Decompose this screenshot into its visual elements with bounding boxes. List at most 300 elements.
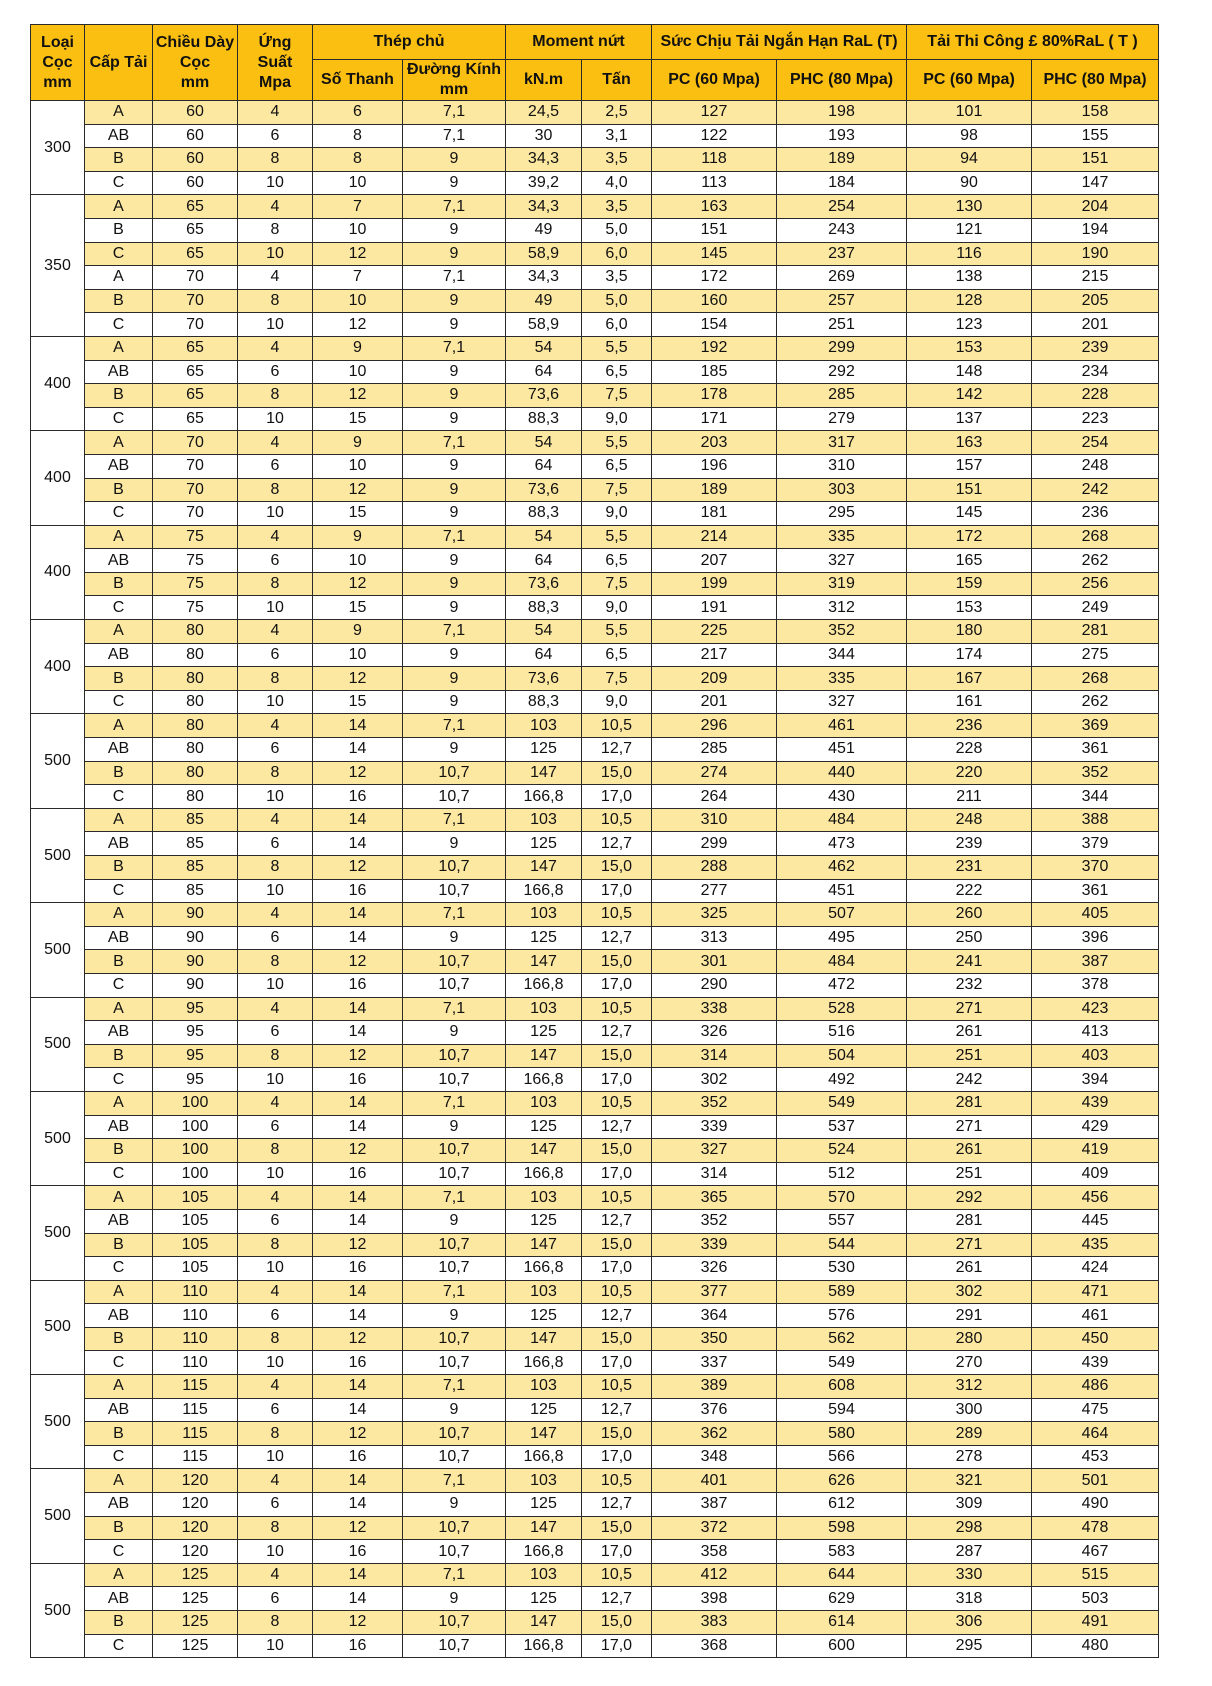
- table-row: [31, 997, 1159, 1021]
- cell-phc-thicong: 248: [1032, 454, 1159, 478]
- cell-phc-thicong: 429: [1032, 1115, 1159, 1139]
- cell-pc-ral: 358: [652, 1540, 777, 1564]
- table-row: [31, 950, 1159, 974]
- cell-moment-knm: 147: [506, 761, 582, 785]
- cell-pc-ral: 113: [652, 171, 777, 195]
- cell-phc-thicong: 215: [1032, 266, 1159, 290]
- table-row: [31, 1516, 1159, 1540]
- cell-pc-thicong: 251: [907, 1044, 1032, 1068]
- cell-duong-kinh: 7,1: [403, 1563, 506, 1587]
- cell-moment-tan: 9,0: [582, 407, 652, 431]
- cell-chieu-day: 120: [153, 1540, 238, 1564]
- cell-cap-tai: C: [85, 1634, 153, 1658]
- cell-duong-kinh: 7,1: [403, 808, 506, 832]
- cell-pc-thicong: 261: [907, 1257, 1032, 1281]
- cell-duong-kinh: 10,7: [403, 973, 506, 997]
- header-ung-suat: Ứng Suất Mpa: [238, 25, 313, 101]
- cell-loai-coc: 400: [31, 620, 85, 714]
- table-row: [31, 1044, 1159, 1068]
- cell-phc-thicong: 503: [1032, 1587, 1159, 1611]
- cell-so-thanh: 14: [313, 714, 403, 738]
- cell-duong-kinh: 7,1: [403, 101, 506, 125]
- cell-pc-ral: 199: [652, 572, 777, 596]
- cell-chieu-day: 80: [153, 667, 238, 691]
- table-row: [31, 242, 1159, 266]
- cell-phc-thicong: 194: [1032, 218, 1159, 242]
- cell-moment-tan: 7,5: [582, 572, 652, 596]
- pile-spec-table-wrapper: [30, 24, 1159, 1658]
- cell-chieu-day: 110: [153, 1280, 238, 1304]
- cell-duong-kinh: 9: [403, 572, 506, 596]
- cell-phc-thicong: 239: [1032, 336, 1159, 360]
- cell-so-thanh: 14: [313, 1493, 403, 1517]
- cell-phc-ral: 295: [777, 502, 907, 526]
- cell-chieu-day: 90: [153, 903, 238, 927]
- cell-chieu-day: 125: [153, 1563, 238, 1587]
- cell-ung-suat: 6: [238, 738, 313, 762]
- cell-pc-ral: 362: [652, 1422, 777, 1446]
- cell-phc-ral: 279: [777, 407, 907, 431]
- cell-moment-tan: 12,7: [582, 1398, 652, 1422]
- cell-moment-tan: 15,0: [582, 950, 652, 974]
- cell-cap-tai: B: [85, 761, 153, 785]
- cell-moment-tan: 12,7: [582, 1115, 652, 1139]
- table-row: [31, 643, 1159, 667]
- cell-pc-ral: 264: [652, 785, 777, 809]
- cell-phc-thicong: 344: [1032, 785, 1159, 809]
- cell-chieu-day: 120: [153, 1469, 238, 1493]
- cell-cap-tai: A: [85, 1186, 153, 1210]
- cell-phc-ral: 570: [777, 1186, 907, 1210]
- cell-so-thanh: 12: [313, 950, 403, 974]
- cell-pc-thicong: 90: [907, 171, 1032, 195]
- cell-phc-ral: 461: [777, 714, 907, 738]
- cell-pc-thicong: 251: [907, 1162, 1032, 1186]
- cell-so-thanh: 14: [313, 1587, 403, 1611]
- cell-so-thanh: 10: [313, 454, 403, 478]
- cell-cap-tai: C: [85, 973, 153, 997]
- cell-phc-thicong: 501: [1032, 1469, 1159, 1493]
- cell-pc-ral: 274: [652, 761, 777, 785]
- cell-pc-thicong: 281: [907, 1091, 1032, 1115]
- table-row: [31, 1209, 1159, 1233]
- cell-ung-suat: 4: [238, 903, 313, 927]
- cell-moment-knm: 103: [506, 808, 582, 832]
- cell-so-thanh: 6: [313, 101, 403, 125]
- cell-chieu-day: 80: [153, 643, 238, 667]
- cell-duong-kinh: 7,1: [403, 431, 506, 455]
- header-so-thanh: Số Thanh: [313, 60, 403, 101]
- cell-duong-kinh: 9: [403, 218, 506, 242]
- cell-moment-knm: 125: [506, 1493, 582, 1517]
- cell-phc-ral: 310: [777, 454, 907, 478]
- cell-ung-suat: 4: [238, 101, 313, 125]
- cell-chieu-day: 65: [153, 242, 238, 266]
- cell-phc-ral: 484: [777, 808, 907, 832]
- cell-moment-knm: 103: [506, 1563, 582, 1587]
- cell-ung-suat: 10: [238, 596, 313, 620]
- cell-moment-knm: 125: [506, 1398, 582, 1422]
- cell-so-thanh: 16: [313, 973, 403, 997]
- cell-cap-tai: C: [85, 502, 153, 526]
- cell-phc-ral: 600: [777, 1634, 907, 1658]
- cell-moment-tan: 15,0: [582, 1422, 652, 1446]
- cell-duong-kinh: 9: [403, 549, 506, 573]
- cell-moment-tan: 9,0: [582, 690, 652, 714]
- cell-moment-tan: 15,0: [582, 1139, 652, 1163]
- cell-duong-kinh: 7,1: [403, 997, 506, 1021]
- cell-cap-tai: C: [85, 1540, 153, 1564]
- cell-moment-tan: 12,7: [582, 1021, 652, 1045]
- cell-phc-thicong: 464: [1032, 1422, 1159, 1446]
- header-pc-ral: PC (60 Mpa): [652, 60, 777, 101]
- cell-cap-tai: A: [85, 808, 153, 832]
- cell-so-thanh: 15: [313, 596, 403, 620]
- table-row: [31, 384, 1159, 408]
- cell-duong-kinh: 7,1: [403, 1469, 506, 1493]
- cell-duong-kinh: 9: [403, 1493, 506, 1517]
- table-row: [31, 1139, 1159, 1163]
- cell-cap-tai: A: [85, 336, 153, 360]
- table-row: [31, 832, 1159, 856]
- cell-phc-ral: 580: [777, 1422, 907, 1446]
- cell-chieu-day: 70: [153, 454, 238, 478]
- cell-moment-tan: 10,5: [582, 714, 652, 738]
- cell-duong-kinh: 10,7: [403, 1327, 506, 1351]
- cell-so-thanh: 15: [313, 407, 403, 431]
- cell-pc-thicong: 300: [907, 1398, 1032, 1422]
- cell-moment-knm: 88,3: [506, 596, 582, 620]
- cell-duong-kinh: 9: [403, 384, 506, 408]
- cell-ung-suat: 10: [238, 1068, 313, 1092]
- table-row: [31, 714, 1159, 738]
- cell-phc-ral: 344: [777, 643, 907, 667]
- cell-cap-tai: C: [85, 1351, 153, 1375]
- cell-ung-suat: 4: [238, 266, 313, 290]
- cell-ung-suat: 4: [238, 336, 313, 360]
- cell-duong-kinh: 10,7: [403, 761, 506, 785]
- cell-so-thanh: 14: [313, 1115, 403, 1139]
- cell-duong-kinh: 9: [403, 502, 506, 526]
- cell-phc-ral: 492: [777, 1068, 907, 1092]
- cell-chieu-day: 85: [153, 856, 238, 880]
- cell-duong-kinh: 9: [403, 1587, 506, 1611]
- cell-pc-ral: 412: [652, 1563, 777, 1587]
- cell-chieu-day: 60: [153, 101, 238, 125]
- cell-phc-thicong: 378: [1032, 973, 1159, 997]
- cell-moment-knm: 54: [506, 620, 582, 644]
- cell-pc-thicong: 220: [907, 761, 1032, 785]
- cell-moment-tan: 5,5: [582, 431, 652, 455]
- cell-pc-thicong: 137: [907, 407, 1032, 431]
- cell-phc-thicong: 480: [1032, 1634, 1159, 1658]
- cell-phc-thicong: 491: [1032, 1611, 1159, 1635]
- cell-so-thanh: 9: [313, 336, 403, 360]
- cell-chieu-day: 65: [153, 336, 238, 360]
- cell-moment-tan: 15,0: [582, 1233, 652, 1257]
- cell-ung-suat: 10: [238, 1351, 313, 1375]
- cell-moment-tan: 2,5: [582, 101, 652, 125]
- table-row: [31, 478, 1159, 502]
- cell-cap-tai: AB: [85, 643, 153, 667]
- cell-chieu-day: 70: [153, 431, 238, 455]
- cell-duong-kinh: 10,7: [403, 1611, 506, 1635]
- table-row: [31, 148, 1159, 172]
- cell-pc-thicong: 138: [907, 266, 1032, 290]
- cell-ung-suat: 4: [238, 1375, 313, 1399]
- cell-phc-thicong: 387: [1032, 950, 1159, 974]
- table-row: [31, 360, 1159, 384]
- cell-so-thanh: 14: [313, 1304, 403, 1328]
- cell-phc-ral: 576: [777, 1304, 907, 1328]
- cell-cap-tai: A: [85, 620, 153, 644]
- table-row: [31, 218, 1159, 242]
- cell-moment-knm: 34,3: [506, 266, 582, 290]
- cell-moment-knm: 166,8: [506, 1445, 582, 1469]
- cell-so-thanh: 12: [313, 572, 403, 596]
- cell-ung-suat: 8: [238, 572, 313, 596]
- cell-pc-ral: 154: [652, 313, 777, 337]
- cell-moment-tan: 12,7: [582, 832, 652, 856]
- cell-phc-thicong: 471: [1032, 1280, 1159, 1304]
- cell-phc-thicong: 205: [1032, 289, 1159, 313]
- cell-phc-ral: 557: [777, 1209, 907, 1233]
- table-row: [31, 761, 1159, 785]
- cell-pc-thicong: 121: [907, 218, 1032, 242]
- cell-cap-tai: A: [85, 1091, 153, 1115]
- cell-chieu-day: 85: [153, 879, 238, 903]
- cell-ung-suat: 6: [238, 926, 313, 950]
- cell-so-thanh: 14: [313, 1469, 403, 1493]
- cell-moment-knm: 88,3: [506, 407, 582, 431]
- cell-pc-ral: 181: [652, 502, 777, 526]
- table-row: [31, 738, 1159, 762]
- cell-moment-knm: 88,3: [506, 502, 582, 526]
- cell-moment-tan: 17,0: [582, 1445, 652, 1469]
- cell-pc-thicong: 211: [907, 785, 1032, 809]
- table-row: [31, 1091, 1159, 1115]
- cell-duong-kinh: 9: [403, 360, 506, 384]
- cell-phc-thicong: 413: [1032, 1021, 1159, 1045]
- cell-pc-ral: 339: [652, 1233, 777, 1257]
- cell-moment-knm: 34,3: [506, 195, 582, 219]
- cell-ung-suat: 10: [238, 407, 313, 431]
- cell-so-thanh: 14: [313, 1091, 403, 1115]
- cell-cap-tai: B: [85, 1516, 153, 1540]
- cell-cap-tai: AB: [85, 1398, 153, 1422]
- cell-moment-tan: 5,0: [582, 218, 652, 242]
- cell-chieu-day: 125: [153, 1587, 238, 1611]
- table-row: [31, 336, 1159, 360]
- cell-pc-ral: 401: [652, 1469, 777, 1493]
- table-row: [31, 596, 1159, 620]
- cell-pc-ral: 301: [652, 950, 777, 974]
- cell-pc-thicong: 228: [907, 738, 1032, 762]
- cell-pc-ral: 203: [652, 431, 777, 455]
- cell-so-thanh: 8: [313, 124, 403, 148]
- cell-moment-tan: 10,5: [582, 1186, 652, 1210]
- cell-so-thanh: 14: [313, 738, 403, 762]
- header-duong-kinh: Đường Kính mm: [403, 60, 506, 101]
- table-row: [31, 1068, 1159, 1092]
- cell-so-thanh: 16: [313, 1540, 403, 1564]
- table-row: [31, 549, 1159, 573]
- cell-phc-thicong: 424: [1032, 1257, 1159, 1281]
- cell-so-thanh: 12: [313, 313, 403, 337]
- table-row: [31, 1634, 1159, 1658]
- cell-phc-ral: 257: [777, 289, 907, 313]
- cell-phc-thicong: 369: [1032, 714, 1159, 738]
- cell-chieu-day: 85: [153, 832, 238, 856]
- table-row: [31, 1304, 1159, 1328]
- cell-ung-suat: 6: [238, 832, 313, 856]
- cell-cap-tai: AB: [85, 1587, 153, 1611]
- cell-pc-ral: 196: [652, 454, 777, 478]
- table-row: [31, 808, 1159, 832]
- cell-pc-thicong: 287: [907, 1540, 1032, 1564]
- cell-so-thanh: 14: [313, 1280, 403, 1304]
- cell-phc-ral: 507: [777, 903, 907, 927]
- cell-phc-ral: 198: [777, 101, 907, 125]
- cell-cap-tai: AB: [85, 549, 153, 573]
- cell-moment-tan: 9,0: [582, 502, 652, 526]
- header-loai-coc: Loại Cọc mm: [31, 25, 85, 101]
- cell-pc-thicong: 292: [907, 1186, 1032, 1210]
- cell-phc-ral: 327: [777, 690, 907, 714]
- cell-so-thanh: 12: [313, 856, 403, 880]
- cell-phc-thicong: 403: [1032, 1044, 1159, 1068]
- cell-phc-thicong: 262: [1032, 690, 1159, 714]
- cell-pc-thicong: 151: [907, 478, 1032, 502]
- cell-pc-ral: 201: [652, 690, 777, 714]
- cell-ung-suat: 6: [238, 643, 313, 667]
- cell-chieu-day: 70: [153, 289, 238, 313]
- cell-pc-ral: 299: [652, 832, 777, 856]
- cell-cap-tai: A: [85, 714, 153, 738]
- cell-ung-suat: 10: [238, 879, 313, 903]
- cell-chieu-day: 100: [153, 1091, 238, 1115]
- cell-moment-tan: 5,5: [582, 525, 652, 549]
- pile-spec-table: [30, 24, 1159, 1658]
- table-row: [31, 502, 1159, 526]
- cell-phc-thicong: 223: [1032, 407, 1159, 431]
- cell-phc-ral: 598: [777, 1516, 907, 1540]
- cell-so-thanh: 10: [313, 289, 403, 313]
- cell-moment-knm: 125: [506, 1304, 582, 1328]
- cell-pc-thicong: 321: [907, 1469, 1032, 1493]
- cell-moment-tan: 6,5: [582, 549, 652, 573]
- cell-so-thanh: 16: [313, 785, 403, 809]
- cell-phc-ral: 495: [777, 926, 907, 950]
- cell-phc-ral: 285: [777, 384, 907, 408]
- cell-phc-thicong: 423: [1032, 997, 1159, 1021]
- cell-moment-knm: 166,8: [506, 1257, 582, 1281]
- cell-moment-knm: 166,8: [506, 1351, 582, 1375]
- table-row: [31, 1115, 1159, 1139]
- cell-ung-suat: 10: [238, 1634, 313, 1658]
- cell-pc-thicong: 231: [907, 856, 1032, 880]
- cell-phc-ral: 549: [777, 1091, 907, 1115]
- cell-loai-coc: 500: [31, 1563, 85, 1657]
- cell-so-thanh: 7: [313, 266, 403, 290]
- cell-moment-tan: 15,0: [582, 856, 652, 880]
- cell-pc-ral: 209: [652, 667, 777, 691]
- cell-pc-ral: 302: [652, 1068, 777, 1092]
- cell-pc-ral: 178: [652, 384, 777, 408]
- cell-duong-kinh: 7,1: [403, 714, 506, 738]
- cell-phc-thicong: 204: [1032, 195, 1159, 219]
- cell-moment-knm: 125: [506, 926, 582, 950]
- cell-duong-kinh: 9: [403, 1021, 506, 1045]
- cell-ung-suat: 4: [238, 525, 313, 549]
- cell-cap-tai: B: [85, 1233, 153, 1257]
- cell-so-thanh: 10: [313, 360, 403, 384]
- cell-cap-tai: A: [85, 1469, 153, 1493]
- cell-chieu-day: 115: [153, 1445, 238, 1469]
- cell-phc-ral: 335: [777, 667, 907, 691]
- cell-ung-suat: 4: [238, 195, 313, 219]
- cell-phc-thicong: 453: [1032, 1445, 1159, 1469]
- cell-pc-ral: 145: [652, 242, 777, 266]
- cell-duong-kinh: 10,7: [403, 1516, 506, 1540]
- cell-moment-tan: 7,5: [582, 384, 652, 408]
- cell-moment-tan: 15,0: [582, 1516, 652, 1540]
- cell-duong-kinh: 9: [403, 1115, 506, 1139]
- table-row: [31, 1233, 1159, 1257]
- cell-pc-ral: 383: [652, 1611, 777, 1635]
- cell-so-thanh: 12: [313, 667, 403, 691]
- cell-moment-tan: 7,5: [582, 478, 652, 502]
- cell-pc-ral: 122: [652, 124, 777, 148]
- cell-phc-thicong: 281: [1032, 620, 1159, 644]
- cell-phc-ral: 451: [777, 879, 907, 903]
- cell-moment-knm: 147: [506, 1516, 582, 1540]
- cell-moment-tan: 17,0: [582, 973, 652, 997]
- cell-phc-thicong: 475: [1032, 1398, 1159, 1422]
- cell-phc-thicong: 190: [1032, 242, 1159, 266]
- cell-moment-knm: 64: [506, 454, 582, 478]
- cell-moment-knm: 147: [506, 1611, 582, 1635]
- cell-so-thanh: 8: [313, 148, 403, 172]
- cell-cap-tai: B: [85, 148, 153, 172]
- cell-so-thanh: 12: [313, 1233, 403, 1257]
- cell-phc-ral: 562: [777, 1327, 907, 1351]
- cell-cap-tai: B: [85, 1611, 153, 1635]
- cell-chieu-day: 65: [153, 407, 238, 431]
- cell-moment-knm: 73,6: [506, 572, 582, 596]
- cell-chieu-day: 65: [153, 360, 238, 384]
- cell-pc-thicong: 271: [907, 1233, 1032, 1257]
- table-row: [31, 1021, 1159, 1045]
- table-row: [31, 1540, 1159, 1564]
- cell-ung-suat: 6: [238, 124, 313, 148]
- cell-cap-tai: B: [85, 384, 153, 408]
- cell-duong-kinh: 10,7: [403, 1422, 506, 1446]
- table-row: [31, 313, 1159, 337]
- cell-phc-thicong: 456: [1032, 1186, 1159, 1210]
- cell-moment-knm: 147: [506, 1327, 582, 1351]
- cell-pc-thicong: 312: [907, 1375, 1032, 1399]
- cell-pc-thicong: 248: [907, 808, 1032, 832]
- cell-chieu-day: 75: [153, 525, 238, 549]
- table-row: [31, 1469, 1159, 1493]
- cell-cap-tai: C: [85, 690, 153, 714]
- cell-chieu-day: 110: [153, 1304, 238, 1328]
- cell-pc-thicong: 236: [907, 714, 1032, 738]
- cell-moment-tan: 9,0: [582, 596, 652, 620]
- cell-moment-tan: 15,0: [582, 1327, 652, 1351]
- cell-chieu-day: 115: [153, 1398, 238, 1422]
